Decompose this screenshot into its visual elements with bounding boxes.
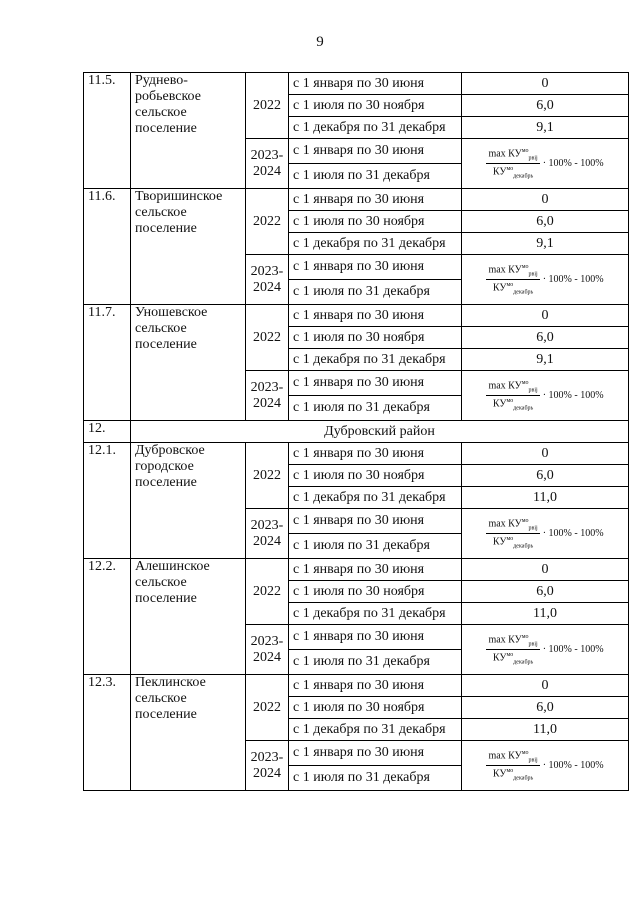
period-cell: с 1 июля по 30 ноября [289,581,462,603]
period-cell: с 1 января по 30 июня [289,73,462,95]
table-row [84,73,629,95]
value-cell: 0 [462,189,629,211]
period-cell: с 1 января по 30 июня [289,741,462,766]
period-cell: с 1 декабря по 31 декабря [289,603,462,625]
formula-sup: мо [521,749,529,756]
value-cell: 6,0 [462,211,629,233]
increase-formula [462,750,628,782]
formula-sup: мо [506,768,514,774]
value-cell: 6,0 [462,697,629,719]
formula-max: max [488,750,506,761]
formula-numerator [486,148,539,164]
table-row [84,443,629,465]
period-cell: с 1 июля по 31 декабря [289,650,462,675]
formula-ku: КУ [492,536,507,548]
value-cell: 0 [462,559,629,581]
formula-ku: КУ [508,380,522,391]
formula-max: max [488,634,506,645]
increase-formula [462,264,628,296]
period-cell: с 1 января по 30 июня [289,625,462,650]
formula-numerator [486,634,539,650]
period-cell: с 1 июля по 31 декабря [289,280,462,305]
formula-ku: КУ [492,398,507,410]
value-cell: 11,0 [462,603,629,625]
year-cell: 2022 [246,305,289,371]
formula-ku: КУ [492,282,507,294]
period-cell: с 1 декабря по 31 декабря [289,233,462,255]
period-cell: с 1 января по 30 июня [289,443,462,465]
formula-sub: декабрь [513,405,534,412]
period-cell: с 1 июля по 30 ноября [289,697,462,719]
formula-tail: · 100% - 100% [542,643,604,655]
region-name: Дубровский район [131,421,629,443]
formula-numerator [486,518,539,534]
formula-sup: мо [506,536,514,542]
formula-tail: · 100% - 100% [542,273,604,285]
formula-fraction [486,518,539,550]
period-cell: с 1 июля по 31 декабря [289,164,462,189]
formula-tail: · 100% - 100% [542,389,604,401]
formula-sup: мо [506,166,514,172]
year-cell: 2022 [246,675,289,741]
settlement-name: Уношевское сельское поселение [131,305,246,421]
formula-cell [462,139,629,189]
period-cell: с 1 января по 30 июня [289,675,462,697]
formula-sub: декабрь [513,543,534,550]
formula-cell [462,509,629,559]
formula-sup: мо [521,379,529,386]
value-cell: 9,1 [462,349,629,371]
formula-sup: мо [506,652,514,658]
table-row [84,559,629,581]
row-number: 11.7. [84,305,131,421]
year-cell: 2023-2024 [246,255,289,305]
formula-cell [462,255,629,305]
table-row [84,305,629,327]
formula-ku: КУ [492,768,507,780]
period-cell: с 1 июля по 30 ноября [289,211,462,233]
year-cell: 2022 [246,559,289,625]
formula-cell [462,625,629,675]
formula-sub: рвij [528,525,538,531]
formula-tail: · 100% - 100% [542,157,604,169]
formula-ku: КУ [508,518,522,529]
period-cell: с 1 января по 30 июня [289,509,462,534]
period-cell: с 1 декабря по 31 декабря [289,719,462,741]
value-cell: 6,0 [462,95,629,117]
formula-denominator [493,650,533,665]
formula-sub: рвij [528,387,538,393]
settlement-name: Руднево-робьевское сельское поселение [131,73,246,189]
increase-formula [462,380,628,412]
formula-denominator [493,534,533,549]
formula-numerator [486,380,539,396]
row-number: 11.5. [84,73,131,189]
formula-sup: мо [521,147,529,154]
period-cell: с 1 января по 30 июня [289,189,462,211]
period-cell: с 1 июля по 31 декабря [289,766,462,791]
row-number: 12.1. [84,443,131,559]
formula-max: max [488,264,506,275]
formula-cell [462,371,629,421]
row-number: 12.2. [84,559,131,675]
increase-formula [462,518,628,550]
formula-cell [462,741,629,791]
tariff-table [83,72,629,791]
formula-ku: КУ [508,634,522,645]
formula-fraction [486,148,539,180]
page-number: 9 [316,34,324,50]
formula-sub: декабрь [513,659,534,666]
formula-max: max [488,148,506,159]
formula-sup: мо [506,282,514,288]
formula-sup: мо [506,398,514,404]
year-cell: 2023-2024 [246,371,289,421]
formula-tail: · 100% - 100% [542,527,604,539]
year-cell: 2023-2024 [246,741,289,791]
value-cell: 9,1 [462,233,629,255]
value-cell: 0 [462,73,629,95]
settlement-name: Алешинское сельское поселение [131,559,246,675]
year-cell: 2023-2024 [246,139,289,189]
value-cell: 0 [462,443,629,465]
increase-formula [462,634,628,666]
value-cell: 11,0 [462,719,629,741]
formula-tail: · 100% - 100% [542,759,604,771]
formula-denominator [493,164,533,179]
formula-max: max [488,380,506,391]
period-cell: с 1 декабря по 31 декабря [289,117,462,139]
period-cell: с 1 января по 30 июня [289,559,462,581]
formula-fraction [486,634,539,666]
period-cell: с 1 января по 30 июня [289,371,462,396]
period-cell: с 1 июля по 31 декабря [289,396,462,421]
formula-ku: КУ [508,148,522,159]
value-cell: 0 [462,675,629,697]
formula-max: max [488,518,506,529]
period-cell: с 1 июля по 31 декабря [289,534,462,559]
formula-ku: КУ [492,166,507,178]
table-row [84,675,629,697]
value-cell: 11,0 [462,487,629,509]
increase-formula [462,148,628,180]
formula-fraction [486,750,539,782]
formula-sup: мо [521,263,529,270]
formula-denominator [493,280,533,295]
formula-fraction [486,264,539,296]
formula-denominator [493,766,533,781]
formula-sub: декабрь [513,173,534,180]
table-row [84,189,629,211]
settlement-name: Творишинское сельское поселение [131,189,246,305]
formula-sup: мо [521,633,529,640]
region-number: 12. [84,421,131,443]
formula-numerator [486,750,539,766]
period-cell: с 1 декабря по 31 декабря [289,349,462,371]
formula-sub: рвij [528,757,538,763]
period-cell: с 1 января по 30 июня [289,305,462,327]
value-cell: 0 [462,305,629,327]
formula-ku: КУ [508,750,522,761]
year-cell: 2022 [246,73,289,139]
formula-sub: декабрь [513,289,534,296]
year-cell: 2023-2024 [246,509,289,559]
period-cell: с 1 июля по 30 ноября [289,327,462,349]
formula-ku: КУ [492,652,507,664]
value-cell: 6,0 [462,327,629,349]
formula-sub: декабрь [513,775,534,782]
period-cell: с 1 января по 30 июня [289,139,462,164]
row-number: 12.3. [84,675,131,791]
formula-ku: КУ [508,264,522,275]
settlement-name: Дубровское городское поселение [131,443,246,559]
region-row [84,421,629,443]
year-cell: 2023-2024 [246,625,289,675]
settlement-name: Пеклинское сельское поселение [131,675,246,791]
formula-denominator [493,396,533,411]
year-cell: 2022 [246,189,289,255]
row-number: 11.6. [84,189,131,305]
formula-sub: рвij [528,641,538,647]
value-cell: 9,1 [462,117,629,139]
period-cell: с 1 декабря по 31 декабря [289,487,462,509]
period-cell: с 1 января по 30 июня [289,255,462,280]
formula-sup: мо [521,517,529,524]
value-cell: 6,0 [462,465,629,487]
year-cell: 2022 [246,443,289,509]
period-cell: с 1 июля по 30 ноября [289,95,462,117]
formula-fraction [486,380,539,412]
formula-sub: рвij [528,271,538,277]
period-cell: с 1 июля по 30 ноября [289,465,462,487]
value-cell: 6,0 [462,581,629,603]
formula-numerator [486,264,539,280]
formula-sub: рвij [528,155,538,161]
